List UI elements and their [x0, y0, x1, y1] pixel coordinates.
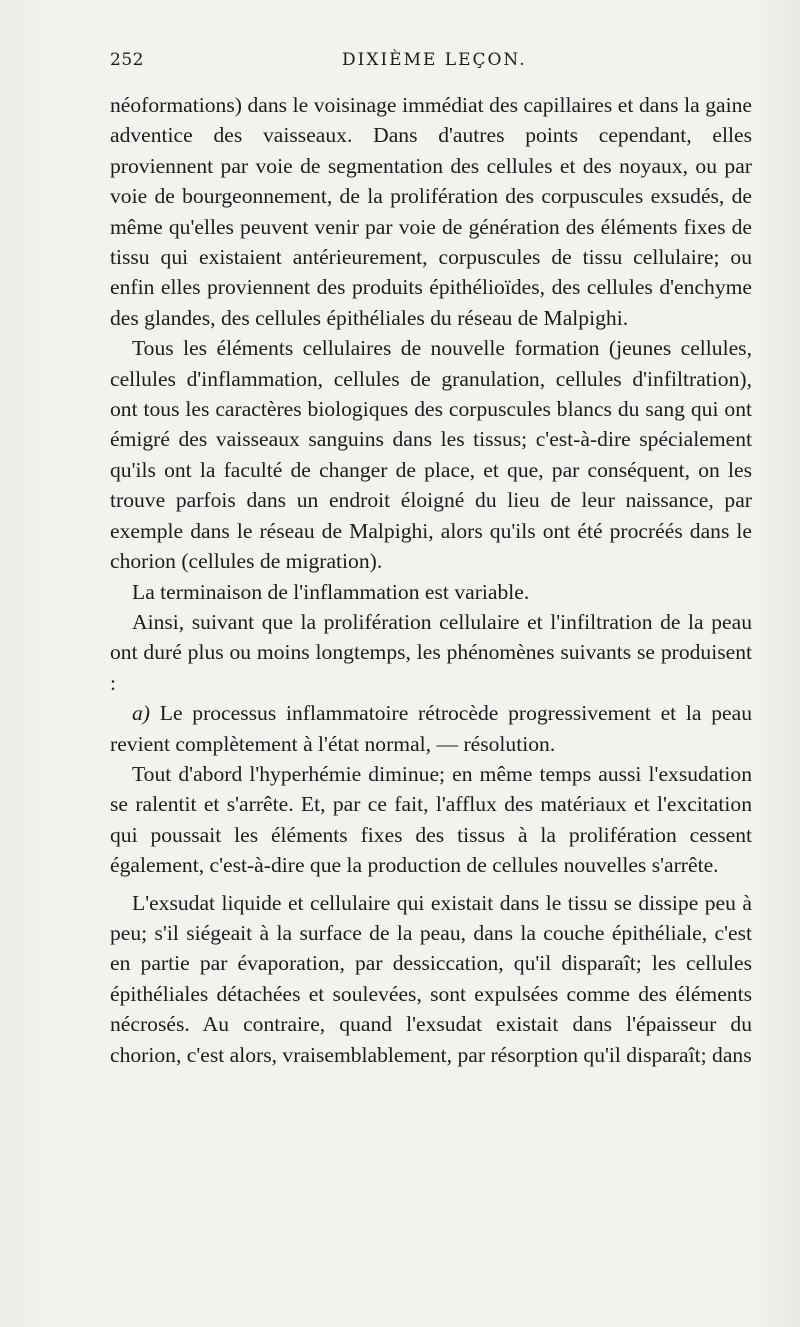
paragraph-text: L'exsudat liquide et cellulaire qui existait dans le tissu se dissipe peu à peu; s'il siégeait à la surface de la peau, dans la couche épithéliale, c'est en partie par évaporation, par dessiccation, qu'il disparaît; les cellules épithéliales détachées et soulevées, sont expulsées comme des éléments nécrosés. Au contraire, quand l'exsudat existait dans l'épaisseur du chorion, c'est alors, vraisemblablement, par résorption qu'il disparaît; dans — [110, 890, 752, 1067]
paragraph — [110, 759, 752, 881]
paragraph-continuation — [110, 90, 752, 333]
paragraph-text: néoformations) dans le voisinage immédiat des capillaires et dans la gaine adventice des vaisseaux. Dans d'autres points cependant, elles proviennent par voie de segmentation des cellules et des noyaux, ou par voie de bourgeonnement, de la prolifération des corpuscules exsudés, de même qu'elles peuvent venir par voie de génération des éléments fixes de tissu qui existaient antérieurement, corpuscules de tissu cellulaire; ou enfin elles proviennent des produits épithélioïdes, des cellules d'enchyme des glandes, des cellules épithéliales du réseau de Malpighi. — [110, 93, 752, 330]
list-marker: a) — [132, 701, 150, 726]
paragraph — [110, 333, 752, 576]
page-number: 252 — [110, 50, 144, 70]
paragraph-text: Le processus inflammatoire rétrocède progressivement et la peau revient complètement à l'état normal, — résolution. — [110, 701, 752, 756]
body-text — [110, 90, 752, 1070]
list-item-a — [110, 698, 752, 759]
paragraph — [110, 607, 752, 698]
paragraph-text: Tous les éléments cellulaires de nouvelle formation (jeunes cellules, cellules d'inflammation, cellules de granulation, cellules d'infiltration), ont tous les caractères biologiques des corpuscules blancs du sang qui ont émigré des vaisseaux sanguins dans les tissus; c'est-à-dire spécialement qu'ils ont la faculté de changer de place, et que, par conséquent, on les trouve parfois dans un endroit éloigné du lieu de leur naissance, par exemple dans le réseau de Malpighi, alors qu'ils ont été procréés dans le chorion (cellules de migration). — [110, 336, 752, 574]
paragraph-text: La terminaison de l'inflammation est variable. — [132, 579, 530, 604]
running-title: DIXIÈME LEÇON. — [342, 50, 527, 70]
paragraph-text: Ainsi, suivant que la prolifération cellulaire et l'infiltration de la peau ont duré plus ou moins longtemps, les phénomènes suivants se produisent : — [110, 609, 752, 695]
paragraph — [110, 888, 752, 1070]
page-header — [110, 50, 752, 76]
paragraph — [110, 577, 752, 607]
paragraph-text: Tout d'abord l'hyperhémie diminue; en même temps aussi l'exsudation se ralentit et s'arrête. Et, par ce fait, l'afflux des matériaux et l'excitation qui poussait les éléments fixes des tissus à la prolifération cessent également, c'est-à-dire que la production de cellules nouvelles s'arrête. — [110, 761, 752, 878]
